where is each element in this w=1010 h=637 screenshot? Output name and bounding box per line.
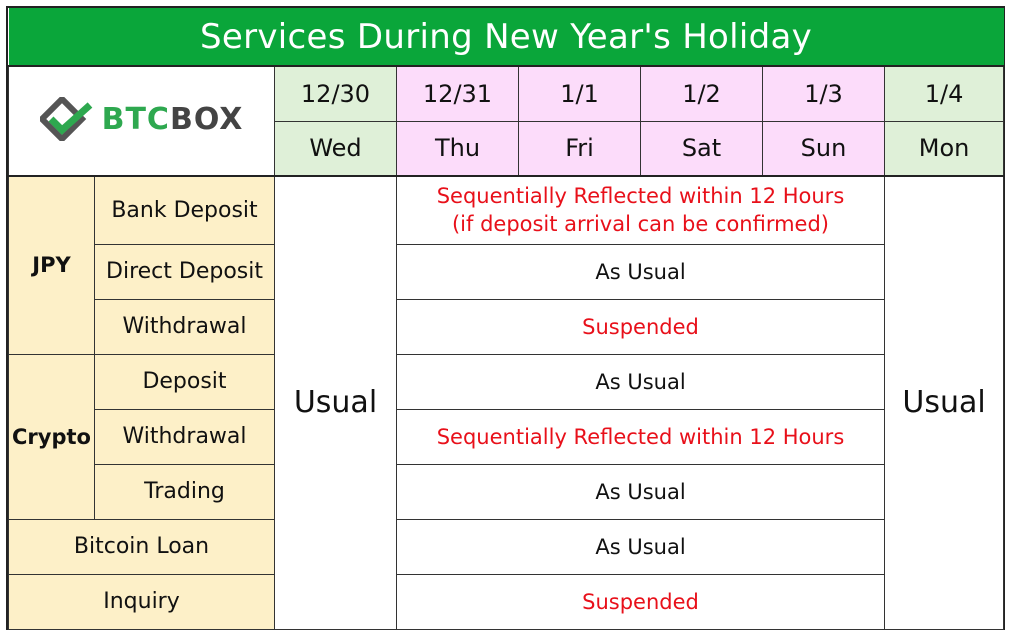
category-inquiry: Inquiry [9, 574, 275, 629]
category-jpy: JPY [9, 176, 95, 354]
date-header-2: 12/31 [397, 66, 519, 121]
weekday-header-1: Wed [275, 121, 397, 176]
service-jpy-withdrawal: Withdrawal [95, 299, 275, 354]
status-bitcoin-loan: As Usual [397, 519, 885, 574]
service-bank-deposit: Bank Deposit [95, 176, 275, 244]
status-inquiry: Suspended [397, 574, 885, 629]
status-crypto-withdrawal: Sequentially Reflected within 12 Hours [397, 409, 885, 464]
weekday-header-3: Fri [519, 121, 641, 176]
holiday-schedule-table [6, 6, 1005, 630]
btcbox-diamond-icon [40, 97, 94, 141]
status-direct-deposit: As Usual [397, 244, 885, 299]
date-header-4: 1/2 [641, 66, 763, 121]
logo-cell [9, 66, 275, 176]
service-direct-deposit: Direct Deposit [95, 244, 275, 299]
status-usual-right: Usual [885, 176, 1004, 629]
service-crypto-withdrawal: Withdrawal [95, 409, 275, 464]
logo-text-box: BOX [169, 101, 244, 137]
date-header-3: 1/1 [519, 66, 641, 121]
status-bank-deposit [397, 176, 885, 244]
status-trading: As Usual [397, 464, 885, 519]
date-header-6: 1/4 [885, 66, 1004, 121]
date-header-5: 1/3 [763, 66, 885, 121]
status-crypto-deposit: As Usual [397, 354, 885, 409]
status-jpy-withdrawal: Suspended [397, 299, 885, 354]
service-trading: Trading [95, 464, 275, 519]
category-bitcoin-loan: Bitcoin Loan [9, 519, 275, 574]
status-bank-deposit-line1: Sequentially Reflected within 12 Hours [436, 184, 845, 209]
btcbox-logo [40, 97, 244, 141]
category-crypto: Crypto [9, 354, 95, 519]
date-header-1: 12/30 [275, 66, 397, 121]
weekday-header-4: Sat [641, 121, 763, 176]
weekday-header-6: Mon [885, 121, 1004, 176]
status-bank-deposit-line2: (if deposit arrival can be confirmed) [451, 212, 830, 237]
logo-text-btc: BTC [101, 101, 170, 137]
weekday-header-5: Sun [763, 121, 885, 176]
weekday-header-2: Thu [397, 121, 519, 176]
table-title: Services During New Year's Holiday [9, 8, 1004, 66]
status-usual-left: Usual [275, 176, 397, 629]
service-crypto-deposit: Deposit [95, 354, 275, 409]
